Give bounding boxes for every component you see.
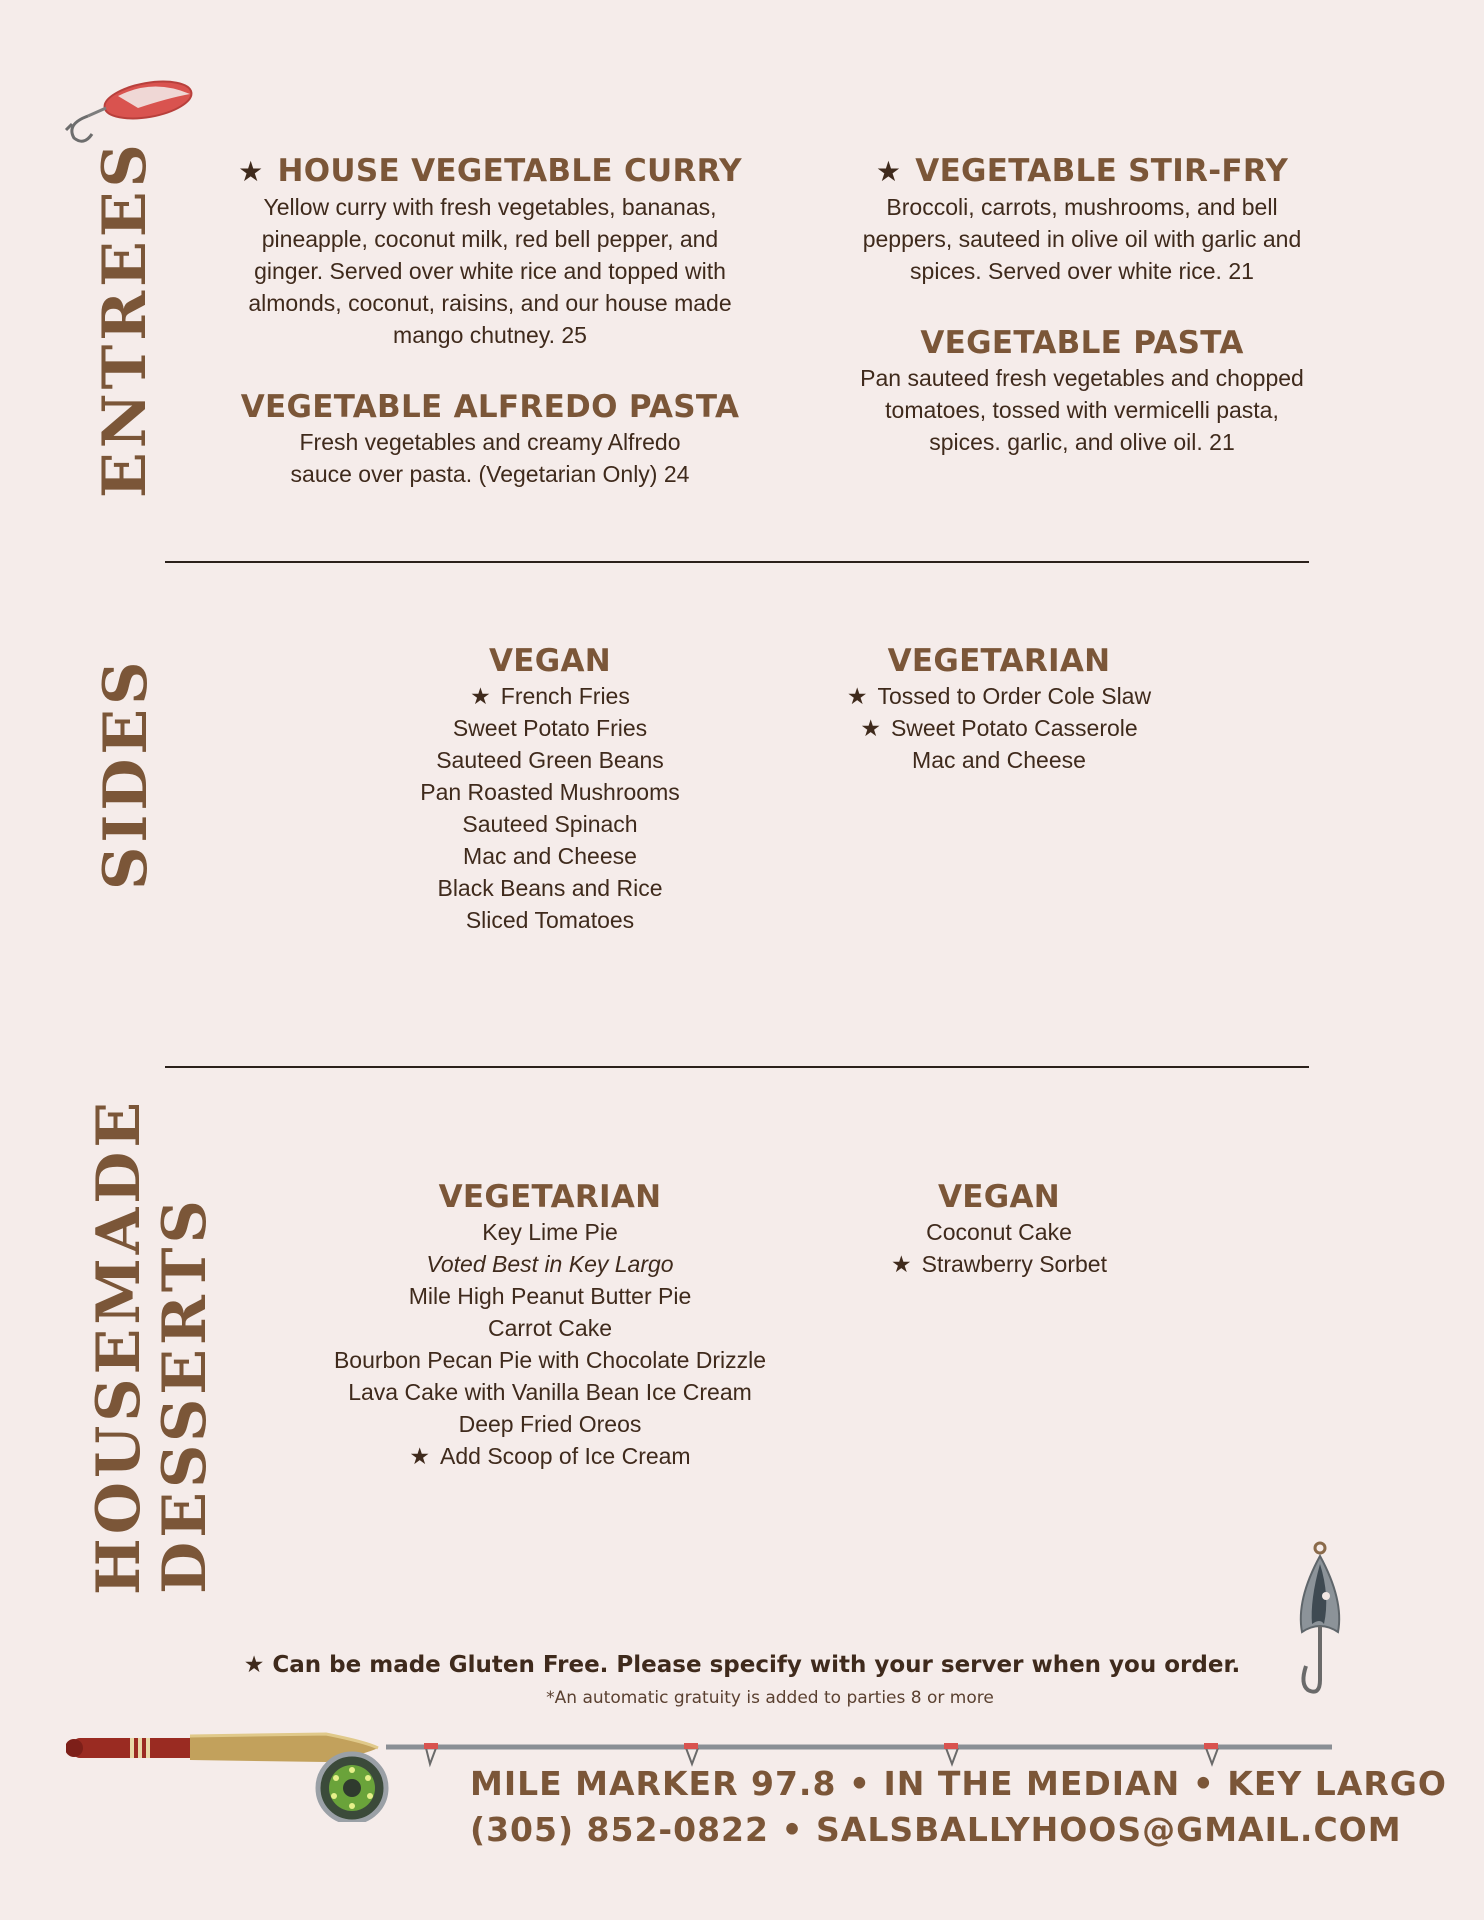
list-item xyxy=(300,1248,800,1280)
list-item-text: Key Lime Pie xyxy=(482,1219,618,1245)
section-title-desserts: DESSERTS xyxy=(150,1196,220,1594)
list-item-text: Black Beans and Rice xyxy=(437,875,663,901)
list-item xyxy=(789,680,1209,712)
entree-house-vegetable-curry xyxy=(210,152,770,351)
dish-name: ★ HOUSE VEGETABLE CURRY xyxy=(238,153,742,189)
column-heading: VEGETARIAN xyxy=(438,1179,662,1215)
list-item-text: Sweet Potato Casserole xyxy=(890,715,1138,741)
entree-vegetable-stir-fry xyxy=(802,152,1362,287)
list-item xyxy=(340,904,760,936)
list-item-text: Mac and Cheese xyxy=(463,843,637,869)
sides-vegan-list xyxy=(340,680,760,936)
list-item-text: French Fries xyxy=(500,683,630,709)
list-item xyxy=(300,1376,800,1408)
list-item xyxy=(300,1312,800,1344)
list-item-text: Tossed to Order Cole Slaw xyxy=(877,683,1152,709)
entree-vegetable-alfredo-pasta xyxy=(210,388,770,490)
desserts-vegan-column xyxy=(789,1178,1209,1280)
star-icon: ★ xyxy=(875,155,902,188)
list-item xyxy=(340,744,760,776)
star-icon: ★ xyxy=(243,1652,265,1678)
star-icon: ★ xyxy=(860,715,881,741)
list-item-text: Mile High Peanut Butter Pie xyxy=(408,1283,692,1309)
list-item xyxy=(300,1216,800,1248)
list-item xyxy=(300,1344,800,1376)
dish-name: VEGETABLE PASTA xyxy=(920,325,1244,361)
list-item-text: Lava Cake with Vanilla Bean Ice Cream xyxy=(348,1379,752,1405)
dish-description: Broccoli, carrots, mushrooms, and bell peppers, sauteed in olive oil with garlic and spices. Served over white rice. 21 xyxy=(862,194,1302,284)
address-line: MILE MARKER 97.8 • IN THE MEDIAN • KEY LARGO xyxy=(470,1764,1447,1803)
section-title-housemade: HOUSEMADE xyxy=(84,1097,154,1595)
star-icon: ★ xyxy=(238,155,264,188)
dish-description: Yellow curry with fresh vegetables, bananas, pineapple, coconut milk, red bell pepper, and ginger. Served over white rice and topped with almonds, coconut, raisins, and our house made mango chutney. 25 xyxy=(248,194,732,348)
list-item xyxy=(789,1248,1209,1280)
list-item-text: Deep Fried Oreos xyxy=(458,1411,642,1437)
list-item xyxy=(300,1440,800,1472)
star-icon: ★ xyxy=(846,683,868,709)
list-item-text: Bourbon Pecan Pie with Chocolate Drizzle xyxy=(333,1347,767,1373)
list-item-text: Add Scoop of Ice Cream xyxy=(440,1443,691,1469)
list-item xyxy=(340,680,760,712)
desserts-vegan-list xyxy=(789,1216,1209,1280)
list-item xyxy=(340,872,760,904)
desserts-vegetarian-list xyxy=(300,1216,800,1472)
list-item-text: Coconut Cake xyxy=(926,1219,1072,1245)
section-divider xyxy=(165,561,1309,563)
column-heading: VEGAN xyxy=(937,1179,1061,1215)
gluten-free-note: ★ Can be made Gluten Free. Please specify with your server when you order. xyxy=(243,1652,1241,1678)
list-item xyxy=(340,808,760,840)
list-item xyxy=(789,744,1209,776)
list-item-text: Pan Roasted Mushrooms xyxy=(420,779,680,805)
list-item xyxy=(300,1280,800,1312)
list-item-text: Sauteed Green Beans xyxy=(436,747,664,773)
list-item-text: Sweet Potato Fries xyxy=(452,715,648,741)
column-heading: VEGAN xyxy=(488,643,612,679)
list-item-text: Mac and Cheese xyxy=(912,747,1086,773)
contact-line: (305) 852-0822 • SALSBALLYHOOS@GMAIL.COM xyxy=(470,1810,1402,1849)
list-item xyxy=(340,712,760,744)
star-icon: ★ xyxy=(891,1251,912,1277)
list-item-text: Sauteed Spinach xyxy=(462,811,638,837)
star-icon: ★ xyxy=(470,683,491,709)
list-item-text: Sliced Tomatoes xyxy=(465,907,635,933)
dish-name: ★ VEGETABLE STIR-FRY xyxy=(875,153,1289,189)
column-heading: VEGETARIAN xyxy=(887,643,1111,679)
list-item xyxy=(340,776,760,808)
star-icon: ★ xyxy=(409,1443,431,1469)
fishing-lure-icon xyxy=(58,76,198,146)
sides-vegan-column xyxy=(340,642,760,936)
sides-vegetarian-list xyxy=(789,680,1209,776)
list-item xyxy=(789,712,1209,744)
section-title-entrees: ENTREES xyxy=(90,140,160,498)
sides-vegetarian-column xyxy=(789,642,1209,776)
list-item xyxy=(300,1408,800,1440)
entree-vegetable-pasta xyxy=(802,324,1362,458)
list-item xyxy=(789,1216,1209,1248)
gratuity-note: *An automatic gratuity is added to parties 8 or more xyxy=(546,1688,994,1708)
dish-description: Fresh vegetables and creamy Alfredo sauce over pasta. (Vegetarian Only) 24 xyxy=(290,429,690,487)
list-item-text: Strawberry Sorbet xyxy=(921,1251,1107,1277)
list-item-text: Voted Best in Key Largo xyxy=(426,1251,674,1277)
section-title-sides: SIDES xyxy=(91,657,161,890)
list-item xyxy=(340,840,760,872)
dish-name: VEGETABLE ALFREDO PASTA xyxy=(240,389,740,425)
dish-description: Pan sauteed fresh vegetables and chopped tomatoes, tossed with vermicelli pasta, spices. garlic, and olive oil. 21 xyxy=(860,365,1304,455)
section-divider xyxy=(165,1066,1309,1068)
desserts-vegetarian-column xyxy=(300,1178,800,1472)
list-item-text: Carrot Cake xyxy=(488,1315,612,1341)
